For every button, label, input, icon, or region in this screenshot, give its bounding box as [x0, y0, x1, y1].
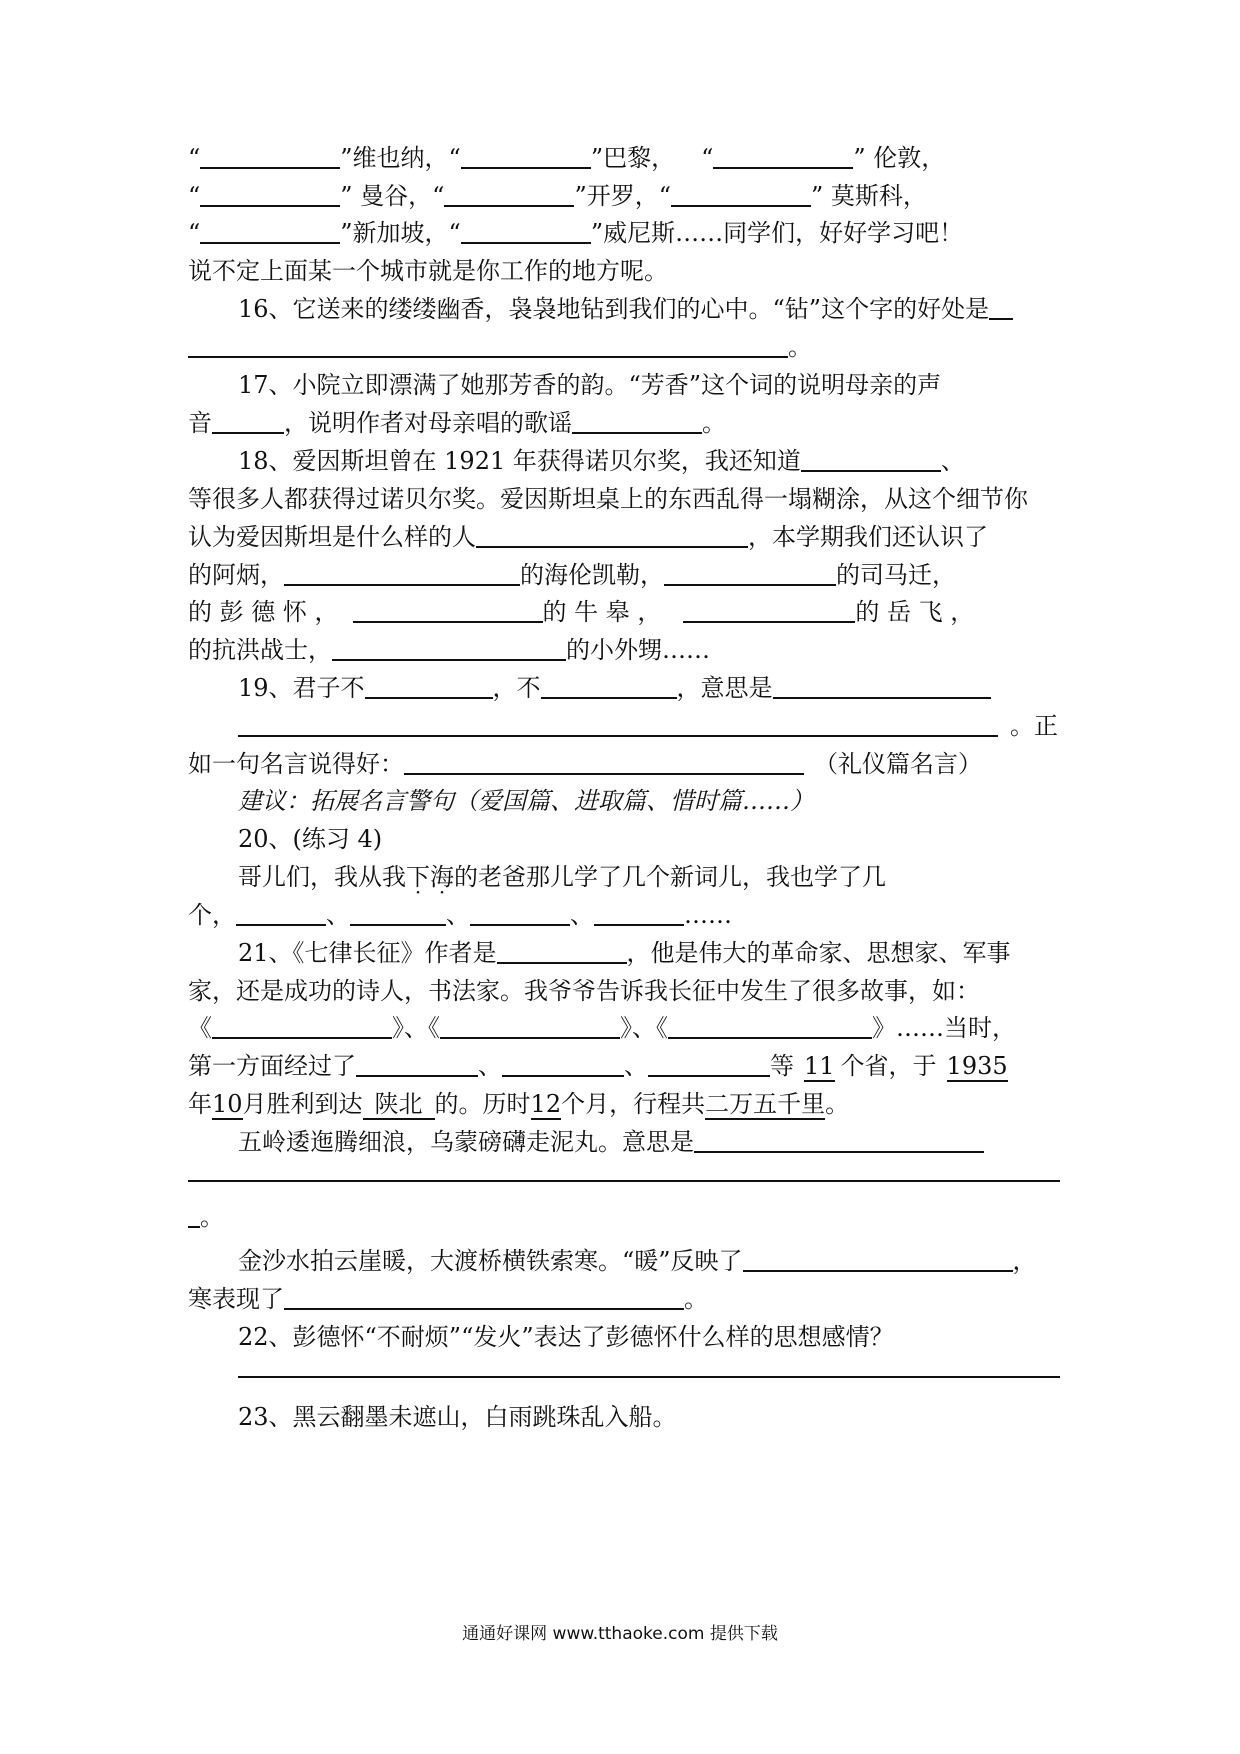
city-line-3: [188, 218, 1060, 248]
q21-text-d: 等: [770, 1052, 794, 1080]
q21-month: 10: [212, 1090, 243, 1118]
text-vienna: ”维也纳，“: [340, 144, 461, 172]
q17-text-b: ，说明作者对母亲唱的歌谣: [284, 409, 572, 437]
blank-q21-story-1[interactable]: [212, 1015, 392, 1039]
q18-simaqian: 的司马迁，: [836, 561, 956, 589]
q20-emph-hai: 海: [430, 863, 454, 891]
q21-poem-1-period: 。: [200, 1203, 224, 1231]
city-line-4: 说不定上面某一个城市就是你工作的地方呢。: [188, 257, 668, 285]
q16-end: 。: [788, 333, 812, 361]
blank-q22-answer[interactable]: [238, 1376, 1060, 1378]
q21-text-g: 月胜利到达: [242, 1090, 363, 1118]
blank-q20-4[interactable]: [594, 902, 684, 926]
q21-text-h: 的。历时: [434, 1090, 531, 1118]
text-venice: ”威尼斯……同学们，好好学习吧！: [590, 219, 964, 247]
q19-suggestion: 建议：拓展名言警句（爱国篇、进取篇、惜时篇……）: [238, 787, 814, 815]
q21-text-c: 第一方面经过了: [188, 1052, 356, 1080]
q19-text-etiquette: （礼仪篇名言）: [814, 750, 982, 778]
q20-sep: 、: [446, 901, 470, 929]
q21-poem-2-text: 金沙水拍云崖暖，大渡桥横铁索寒。“暖”反映了: [238, 1247, 743, 1275]
q21-line-5: [188, 1089, 1060, 1119]
text-singapore: ”新加坡，“: [340, 219, 461, 247]
blank-city-venice[interactable]: [461, 220, 591, 244]
blank-city-paris[interactable]: [461, 145, 591, 169]
city-line-1: [188, 143, 1060, 173]
q21-distance: 二万五千里: [705, 1090, 826, 1118]
q19-text-a: 19、君子不: [238, 674, 365, 702]
question-18: [238, 446, 1060, 476]
q21-poem-1-end: [188, 1202, 1060, 1232]
q17-text-c: 。: [702, 409, 726, 437]
q21-year: 1935: [946, 1052, 1008, 1080]
q21-place: 陕北: [363, 1090, 435, 1120]
q21-line-3: [188, 1013, 1060, 1043]
blank-q21-province-2[interactable]: [502, 1053, 624, 1077]
city-line-2: [188, 181, 1060, 211]
q20-emph-xia: 下: [406, 863, 430, 891]
q19-text-cont: 。正: [1010, 712, 1058, 740]
blank-q18-fighters[interactable]: [332, 637, 566, 661]
q21-poem-2-line-2: [188, 1284, 1060, 1314]
text-bangkok: ” 曼谷，“: [340, 182, 445, 210]
quote-mark: “: [188, 182, 201, 210]
q18-text-b: 、: [940, 447, 965, 475]
blank-city-singapore[interactable]: [200, 220, 340, 244]
blank-q17-attitude[interactable]: [572, 410, 702, 434]
q21-line-2: 家，还是成功的诗人，书法家。我爷爷告诉我长征中发生了很多故事，如：: [188, 977, 980, 1005]
q21-text-i: 个月，行程共: [561, 1090, 706, 1118]
q21-months: 12: [530, 1090, 562, 1118]
blank-q21-cold[interactable]: [284, 1286, 684, 1310]
q17-line-2: [188, 408, 1060, 438]
q20-sep: 、: [326, 901, 350, 929]
q20-line-2: [238, 862, 1060, 892]
q18-pengdehuai: 的 彭 德 怀 ，: [188, 598, 339, 626]
q18-text-c: 认为爱因斯坦是什么样的人: [188, 523, 476, 551]
q21-sep: 、: [478, 1052, 502, 1080]
q21-book-end: 》……当时，: [872, 1014, 1016, 1042]
blank-q19-2[interactable]: [541, 675, 677, 699]
question-21: [238, 938, 1060, 968]
question-23: 23、黑云翻墨未遮山，白雨跳珠乱入船。: [238, 1403, 677, 1431]
question-17: 17、小院立即漂满了她那芳香的韵。“芳香”这个词的说明母亲的声: [238, 371, 942, 399]
q19-text-b: ，不: [492, 674, 541, 702]
text-london: ” 伦敦，: [853, 144, 946, 172]
q21-text-f: 年: [188, 1090, 212, 1118]
q18-yuefei: 的 岳 飞 ，: [855, 598, 975, 626]
quote-mark: “: [701, 144, 714, 172]
q18-text-a: 18、爱因斯坦曾在 1921 年获得诺贝尔奖，我还知道: [238, 447, 801, 475]
blank-q21-poem-1[interactable]: [694, 1129, 984, 1153]
q16-line-2: [188, 332, 1060, 362]
q16-text: 16、它送来的缕缕幽香，袅袅地钻到我们的心中。“钻”这个字的好处是: [238, 295, 990, 323]
q18-niugao: 的 牛 皋 ，: [542, 598, 662, 626]
q19-text-c: ，意思是: [676, 674, 773, 702]
question-20: 20、(练习 4): [238, 825, 383, 853]
blank-q21-province-1[interactable]: [356, 1053, 478, 1077]
q18-line-3: [188, 522, 1060, 552]
blank-q16-start[interactable]: [989, 296, 1013, 320]
blank-q19-quote[interactable]: [404, 751, 804, 775]
blank-q19-meaning-cont[interactable]: [238, 713, 998, 737]
q21-poem-1: [238, 1127, 1060, 1157]
blank-q16-answer[interactable]: [188, 334, 788, 358]
blank-q18-abing[interactable]: [284, 562, 520, 586]
text-moscow: ” 莫斯科，: [811, 182, 927, 210]
blank-q21-poem-1-end[interactable]: [188, 1204, 200, 1228]
q19-line-3: [188, 749, 1060, 779]
blank-q21-author[interactable]: [497, 940, 627, 964]
text-paris: ”巴黎，: [590, 144, 676, 172]
q18-line-5: [188, 597, 1060, 627]
blank-city-london[interactable]: [713, 145, 853, 169]
blank-q20-2[interactable]: [350, 902, 446, 926]
q21-book-sep: 》、《: [620, 1014, 668, 1042]
question-16: [238, 294, 1060, 324]
q21-text-b: ，他是伟大的革命家、思想家、军事: [626, 939, 1011, 967]
q19-text-quote: 如一句名言说得好：: [188, 750, 404, 778]
q20-end: ……: [684, 901, 732, 929]
q21-book-open: 《: [188, 1014, 212, 1042]
q20-text-c: 个，: [188, 901, 236, 929]
blank-city-bangkok[interactable]: [200, 183, 340, 207]
blank-q18-niugao[interactable]: [683, 599, 855, 623]
q21-poem-2-comma: ，: [1012, 1247, 1037, 1275]
q21-sep: 、: [624, 1052, 648, 1080]
blank-q19-1[interactable]: [365, 675, 493, 699]
q20-text-b: 的老爸那儿学了几个新词儿，我也学了几: [454, 863, 886, 891]
q18-flood-fighters: 的抗洪战士，: [188, 636, 332, 664]
q18-nephew: 的小外甥……: [566, 636, 710, 664]
q21-book-sep: 》、《: [392, 1014, 440, 1042]
blank-city-cairo[interactable]: [444, 183, 574, 207]
blank-q18-pengdehuai[interactable]: [353, 599, 543, 623]
q20-text-a: 哥儿们，我从我: [238, 863, 406, 891]
blank-q21-story-3[interactable]: [668, 1015, 872, 1039]
question-22: 22、彭德怀“不耐烦”“发火”表达了彭德怀什么样的思想感情？: [238, 1323, 894, 1351]
blank-q21-poem-1-cont[interactable]: [188, 1180, 1060, 1182]
blank-q20-3[interactable]: [470, 902, 570, 926]
blank-q17-voice[interactable]: [212, 410, 284, 434]
question-19: [238, 673, 1060, 703]
blank-q20-1[interactable]: [236, 902, 326, 926]
blank-q18-nobel[interactable]: [801, 448, 941, 472]
q21-poem-2: [238, 1246, 1060, 1276]
blank-q18-einstein[interactable]: [476, 524, 748, 548]
quote-mark: “: [188, 219, 201, 247]
blank-q21-province-3[interactable]: [648, 1053, 770, 1077]
quote-mark: “: [188, 144, 201, 172]
q21-cold-text: 寒表现了: [188, 1285, 284, 1313]
blank-q19-meaning[interactable]: [773, 675, 991, 699]
q18-line-2: 等很多人都获得过诺贝尔奖。爱因斯坦桌上的东西乱得一塌糊涂，从这个细节你: [188, 485, 1028, 513]
q18-line-6: [188, 635, 1060, 665]
q20-line-3: [188, 900, 1060, 930]
q18-line-4: [188, 560, 1060, 590]
q19-line-2: [238, 711, 1060, 741]
q21-text-a: 21、《七律长征》作者是: [238, 939, 497, 967]
q21-provinces-count: 11: [804, 1052, 835, 1080]
q21-poem-1-text: 五岭逶迤腾细浪，乌蒙磅礴走泥丸。意思是: [238, 1128, 694, 1156]
q20-sep: 、: [570, 901, 594, 929]
q21-line-4: [188, 1051, 1060, 1081]
q17-text-a: 音: [188, 409, 212, 437]
q18-keller: 的海伦凯勒，: [520, 561, 664, 589]
blank-q21-warm[interactable]: [743, 1248, 1013, 1272]
q18-abing: 的阿炳，: [188, 561, 284, 589]
page-footer: 通通好课网 www.tthaoke.com 提供下载: [462, 1624, 778, 1644]
q21-text-e: 个省，于: [840, 1052, 937, 1080]
blank-q21-story-2[interactable]: [440, 1015, 620, 1039]
q21-cold-period: 。: [684, 1285, 708, 1313]
text-cairo: ”开罗，“: [574, 182, 671, 210]
blank-q18-keller[interactable]: [664, 562, 836, 586]
blank-city-moscow[interactable]: [671, 183, 811, 207]
q21-text-j: 。: [825, 1090, 850, 1118]
q18-text-d: ，本学期我们还认识了: [748, 523, 988, 551]
blank-city-vienna[interactable]: [200, 145, 340, 169]
